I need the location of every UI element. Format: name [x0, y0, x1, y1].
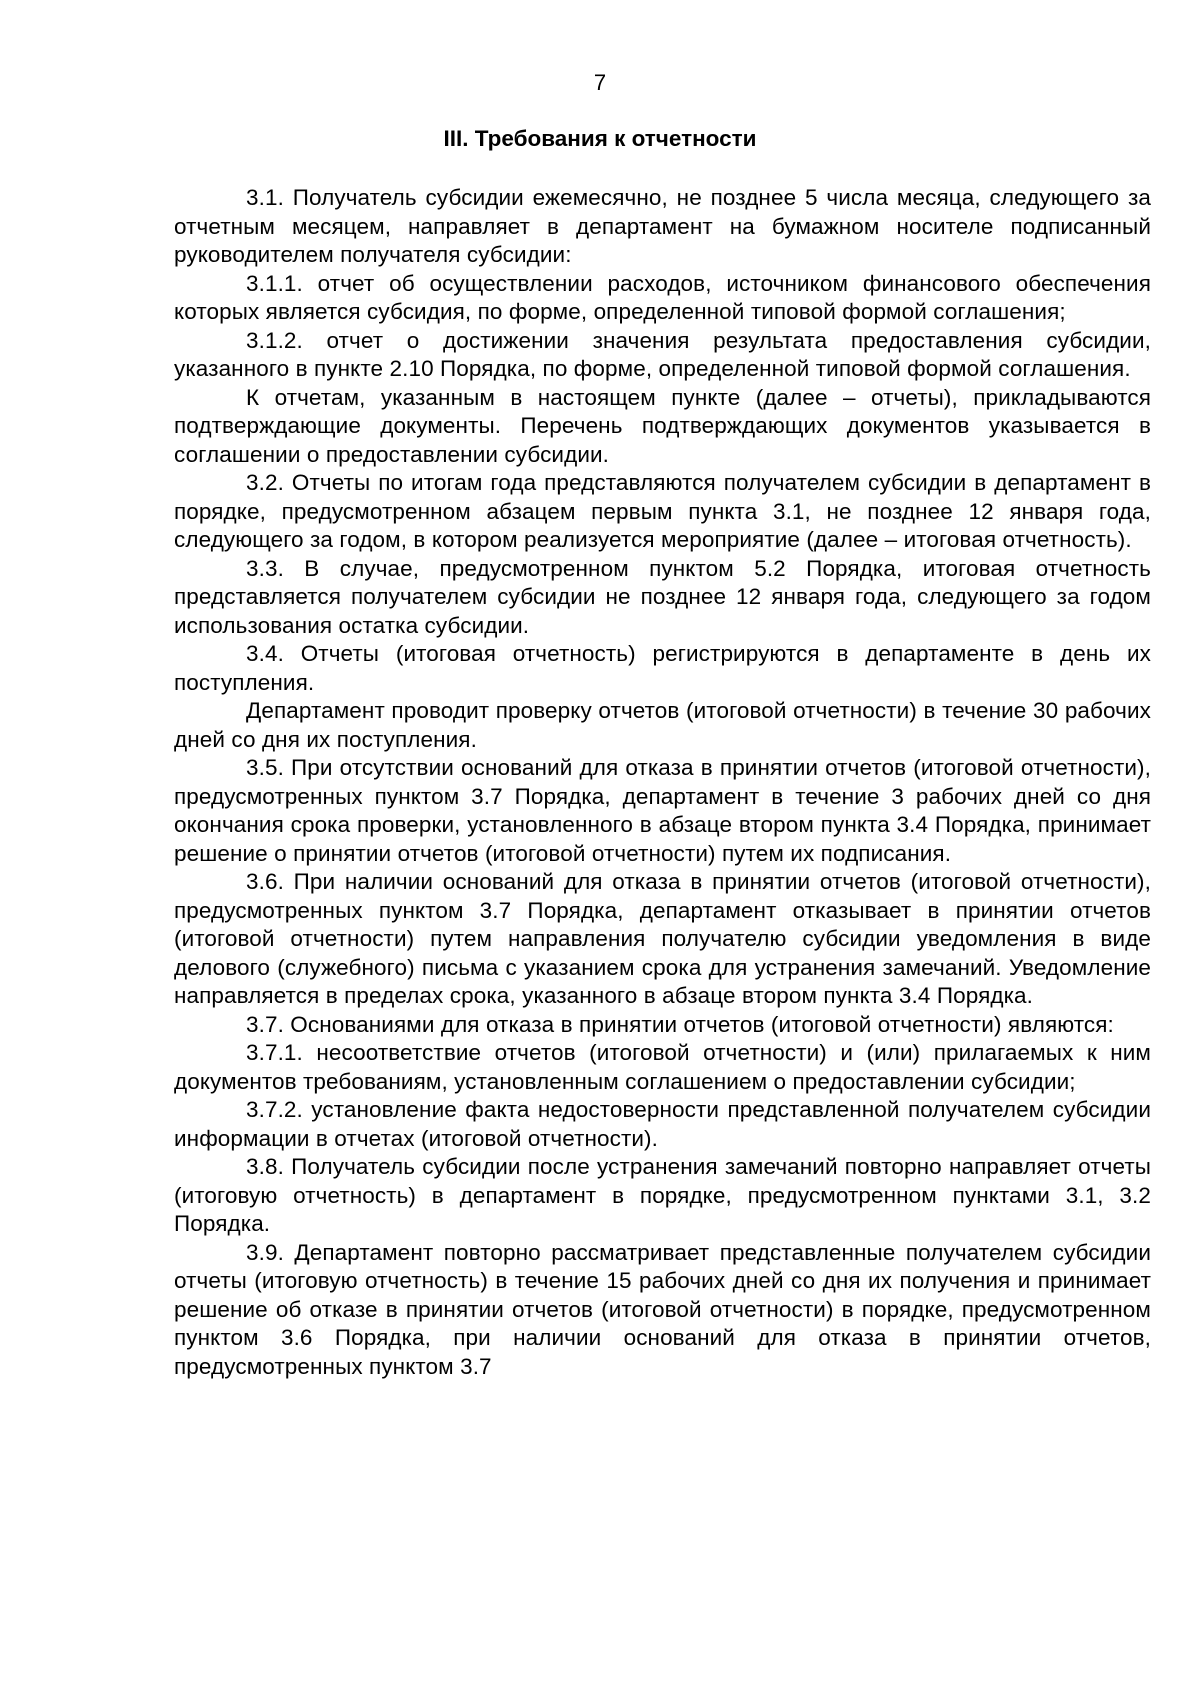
section-title: III. Требования к отчетности [443, 126, 757, 151]
paragraph-3-9: 3.9. Департамент повторно рассматривает представленные получателем субсидии отчеты (итоговую отчетность) в течение 15 рабочих дней со дня их получения и принимает решение об отказе в принятии отчетов (итоговой отчетности) в порядке, предусмотренном пунктом 3.6 Порядка, при наличии оснований для отказа в принятии отчетов, предусмотренных пунктом 3.7 [174, 1239, 1151, 1379]
paragraph-3-4: 3.4. Отчеты (итоговая отчетность) регистрируются в департаменте в день их поступления. [174, 641, 1151, 695]
paragraph-3-6: 3.6. При наличии оснований для отказа в принятии отчетов (итоговой отчетности), предусмотренных пунктом 3.7 Порядка, департамент отказывает в принятии отчетов (итоговой отчетности) путем направления получателю субсидии уведомления в виде делового (служебного) письма с указанием срока для устранения замечаний. Уведомление направляется в пределах срока, указанного в абзаце втором пункта 3.4 Порядка. [174, 869, 1151, 1008]
page-number: 7 [593, 70, 607, 95]
paragraph-3-4-check: Департамент проводит проверку отчетов (итоговой отчетности) в течение 30 рабочих дней со дня их поступления. [174, 698, 1151, 752]
paragraph-3-1-2: 3.1.2. отчет о достижении значения результата предоставления субсидии, указанного в пункте 2.10 Порядка, по форме, определенной типовой формой соглашения. [174, 327, 1151, 381]
paragraph-3-7-1: 3.7.1. несоответствие отчетов (итоговой отчетности) и (или) прилагаемых к ним документов требованиям, установленным соглашением о предоставлении субсидии; [174, 1040, 1151, 1094]
paragraph-3-2: 3.2. Отчеты по итогам года представляются получателем субсидии в департамент в порядке, предусмотренном абзацем первым пункта 3.1, не позднее 12 января года, следующего за годом, в котором реализуется мероприятие (далее – итоговая отчетность). [174, 470, 1151, 552]
paragraph-3-8: 3.8. Получатель субсидии после устранения замечаний повторно направляет отчеты (итоговую отчетность) в департамент в порядке, предусмотренном пунктами 3.1, 3.2 Порядка. [174, 1154, 1151, 1236]
paragraph-3-1: 3.1. Получатель субсидии ежемесячно, не позднее 5 числа месяца, следующего за отчетным месяцем, направляет в департамент на бумажном носителе подписанный руководителем получателя субсидии: [174, 185, 1151, 267]
paragraph-3-7-2: 3.7.2. установление факта недостоверности представленной получателем субсидии информации в отчетах (итоговой отчетности). [174, 1097, 1151, 1151]
paragraph-3-3: 3.3. В случае, предусмотренном пунктом 5.2 Порядка, итоговая отчетность представляется получателем субсидии не позднее 12 января года, следующего за годом использования остатка субсидии. [174, 555, 1151, 638]
paragraph-3-1-1: 3.1.1. отчет об осуществлении расходов, источником финансового обеспечения которых является субсидия, по форме, определенной типовой формой соглашения; [174, 270, 1151, 324]
document-body [174, 184, 1151, 1381]
paragraph-3-7: 3.7. Основаниями для отказа в принятии отчетов (итоговой отчетности) являются: [246, 1011, 1114, 1037]
paragraph-3-5: 3.5. При отсутствии оснований для отказа в принятии отчетов (итоговой отчетности), предусмотренных пунктом 3.7 Порядка, департамент в течение 3 рабочих дней со дня окончания срока проверки, установленного в абзаце втором пункта 3.4 Порядка, принимает решение о принятии отчетов (итоговой отчетности) путем их подписания. [174, 755, 1151, 866]
paragraph-reports-attachments: К отчетам, указанным в настоящем пункте (далее – отчеты), прикладываются подтверждающие документы. Перечень подтверждающих документов указывается в соглашении о предоставлении субсидии. [174, 384, 1151, 467]
